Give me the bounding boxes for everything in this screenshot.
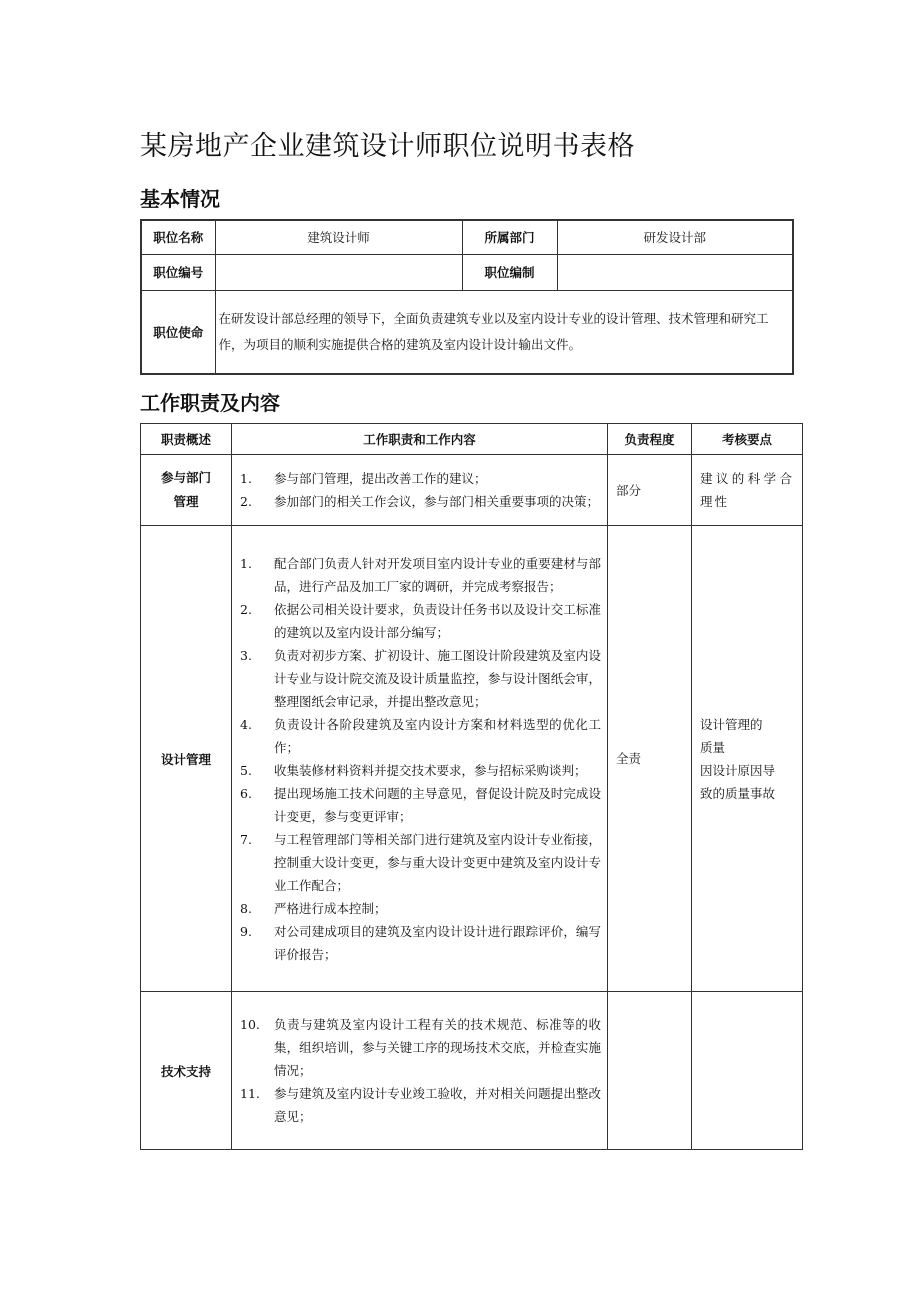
header-assessment: 考核要点	[692, 424, 803, 455]
assessment-line: 设计管理的	[700, 716, 763, 732]
duty-degree: 部分	[608, 455, 692, 526]
section-title-duties: 工作职责及内容	[140, 391, 280, 415]
duty-summary: 技术支持	[141, 992, 232, 1150]
document-title: 某房地产企业建筑设计师职位说明书表格	[140, 131, 635, 162]
list-item: 8. 严格进行成本控制；	[240, 900, 387, 916]
list-item: 2. 参加部门的相关工作会议，参与部门相关重要事项的决策；	[240, 494, 600, 509]
duty-content	[232, 526, 608, 992]
assessment-line: 致的质量事故	[700, 785, 776, 801]
duties-header-row	[141, 424, 803, 455]
position-name-label: 职位名称	[141, 220, 215, 254]
duty-assessment	[692, 992, 803, 1150]
list-item: 3. 负责对初步方案、扩初设计、施工图设计阶段建筑及室内设计专业与设计院交流及设计质量监控，参与设计图纸会审，整理图纸会审记录，并提出整改意见；	[240, 647, 601, 709]
department-value: 研发设计部	[557, 220, 793, 254]
position-grade-value	[557, 254, 793, 290]
section-title-basic: 基本情况	[140, 187, 220, 211]
duty-degree	[608, 992, 692, 1150]
duty-content	[232, 992, 608, 1150]
header-degree: 负责程度	[608, 424, 692, 455]
list-item: 6. 提出现场施工技术问题的主导意见，督促设计院及时完成设计变更，参与变更评审；	[240, 785, 601, 824]
duty-summary: 设计管理	[141, 526, 232, 992]
list-item: 1. 配合部门负责人针对开发项目室内设计专业的重要建材与部品，进行产品及加工厂家的调研，并完成考察报告；	[240, 555, 601, 594]
header-summary: 职责概述	[141, 424, 232, 455]
assessment-line: 质量	[700, 739, 726, 755]
department-label: 所属部门	[462, 220, 557, 254]
list-item: 5. 收集装修材料资料并提交技术要求，参与招标采购谈判；	[240, 762, 587, 778]
duty-summary: 参与部门管理	[141, 455, 232, 526]
duty-content	[232, 455, 608, 526]
list-item: 1. 参与部门管理，提出改善工作的建议；	[240, 471, 487, 486]
duty-assessment	[692, 526, 803, 992]
table-row	[141, 455, 803, 526]
list-item: 4. 负责设计各阶段建筑及室内设计方案和材料选型的优化工作；	[240, 716, 601, 755]
position-mission-value: 在研发设计部总经理的领导下，全面负责建筑专业以及室内设计专业的设计管理、技术管理和研究工作，为项目的顺利实施提供合格的建筑及室内设计设计输出文件。	[215, 290, 793, 374]
position-grade-label: 职位编制	[462, 254, 557, 290]
list-item: 2. 依据公司相关设计要求，负责设计任务书以及设计交工标准的建筑以及室内设计部分编写；	[240, 601, 601, 640]
list-item: 11. 参与建筑及室内设计专业竣工验收，并对相关问题提出整改意见；	[240, 1086, 601, 1124]
position-name-value: 建筑设计师	[215, 220, 462, 254]
duty-assessment: 建议的科学合理性	[692, 455, 803, 526]
duties-table	[140, 423, 803, 1150]
table-row	[141, 526, 803, 992]
table-row	[141, 992, 803, 1150]
assessment-line: 因设计原因导	[700, 762, 776, 778]
position-code-value	[215, 254, 462, 290]
header-content: 工作职责和工作内容	[232, 424, 608, 455]
position-code-label: 职位编号	[141, 254, 215, 290]
duty-degree: 全责	[608, 526, 692, 992]
list-item: 9. 对公司建成项目的建筑及室内设计设计进行跟踪评价，编写评价报告；	[240, 923, 601, 962]
basic-info-table	[140, 219, 794, 375]
position-mission-label: 职位使命	[141, 290, 215, 374]
list-item: 7. 与工程管理部门等相关部门进行建筑及室内设计专业衔接，控制重大设计变更，参与重大设计变更中建筑及室内设计专业工作配合；	[240, 831, 601, 893]
list-item: 10. 负责与建筑及室内设计工程有关的技术规范、标准等的收集，组织培训，参与关键工序的现场技术交底，并检查实施情况；	[240, 1017, 601, 1078]
